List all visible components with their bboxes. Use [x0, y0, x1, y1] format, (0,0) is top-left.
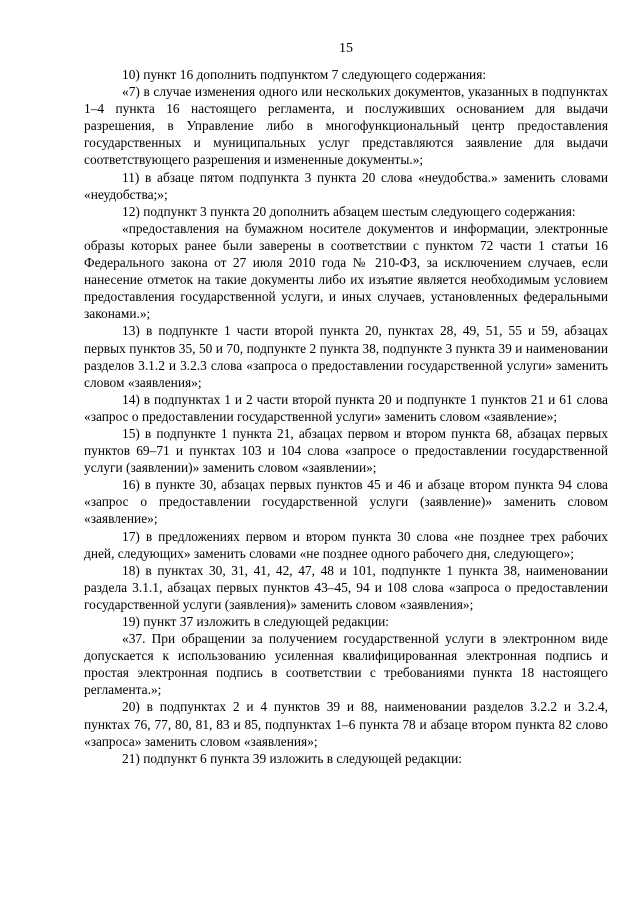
paragraph-13: 13) в подпункте 1 части второй пункта 20, пунктах 28, 49, 51, 55 и 59, абзацах первых пунктов 35, 50 и 70, подпункте 2 пункта 38, подпункте 3 пункта 39 и наименовании разделов 3.1.2 и 3.2.3 слова «запроса о предоставлении государственной услуги» заменить словом «заявления»;	[84, 323, 608, 390]
paragraph-12-quote: «предоставления на бумажном носителе документов и информации, электронные образы которых ранее были заверены в соответствии с пунктом 72 части 1 статьи 16 Федерального закона от 27 июля 2010 года № 210-ФЗ, за исключением случаев, если нанесение отметок на такие документы либо их изъятие является необходимым условием предоставления государственной услуги, и иных случаев, установленных федеральными законами.»;	[84, 220, 608, 322]
paragraph-19: 19) пункт 37 изложить в следующей редакции:	[122, 614, 390, 629]
paragraph-20: 20) в подпунктах 2 и 4 пунктов 39 и 88, наименовании разделов 3.2.2 и 3.2.4, пунктах 76, 77, 80, 81, 83 и 85, подпунктах 1–6 пункта 78 и абзаце втором пункта 82 слово «запроса» заменить словом «заявления»;	[84, 699, 608, 749]
paragraph-12: 12) подпункт 3 пункта 20 дополнить абзацем шестым следующего содержания:	[122, 203, 576, 219]
paragraph-10-quote: «7) в случае изменения одного или нескольких документов, указанных в подпунктах 1–4 пункта 16 настоящего регламента, и послуживших основанием для выдачи разрешения, в Управление либо в многофункциональный центр предоставления государственных и муниципальных услуг представляются заявление для выдачи соответствующего разрешения и измененные документы.»;	[84, 84, 608, 168]
document-body	[84, 66, 608, 767]
paragraph-15: 15) в подпункте 1 пункта 21, абзацах первом и втором пункта 68, абзацах первых пунктов 69–71 и пунктах 103 и 104 слова «запросе о предоставлении государственной услуги (заявлении)» заменить словом «заявлении»;	[84, 425, 608, 476]
paragraph-10: 10) пункт 16 дополнить подпунктом 7 следующего содержания:	[122, 67, 487, 82]
paragraph-21: 21) подпункт 6 пункта 39 изложить в следующей редакции:	[122, 750, 462, 766]
paragraph-18: 18) в пунктах 30, 31, 41, 42, 47, 48 и 101, подпункте 1 пункта 38, наименовании раздела 3.1.1, абзацах первых пунктов 43–45, 94 и 108 слова «запроса о предоставлении государственной услуги (заявления)» заменить словом «заявления»;	[84, 562, 608, 612]
paragraph-17: 17) в предложениях первом и втором пункта 30 слова «не позднее трех рабочих дней, следующих» заменить словами «не позднее одного рабочего дня, следующего»;	[84, 528, 608, 561]
paragraph-16: 16) в пункте 30, абзацах первых пунктов 45 и 46 и абзаце втором пункта 94 слова «запрос о предоставлении государственной услуги (заявление)» заменить словом «заявление»;	[84, 477, 608, 527]
page-number: 15	[339, 41, 353, 56]
paragraph-19-quote: «37. При обращении за получением государственной услуги в электронном виде допускается к использованию усиленная квалифицированная электронная подпись и простая электронная подпись в соответствии с требованиями пункта 18 настоящего регламента.»;	[84, 631, 608, 698]
paragraph-11: 11) в абзаце пятом подпункта 3 пункта 20 слова «неудобства.» заменить словами «неудобства;»;	[84, 169, 608, 202]
paragraph-14: 14) в подпунктах 1 и 2 части второй пункта 20 и подпункте 1 пунктов 21 и 61 слова «запрос о предоставлении государственной услуги» заменить словом «заявление»;	[84, 391, 608, 424]
